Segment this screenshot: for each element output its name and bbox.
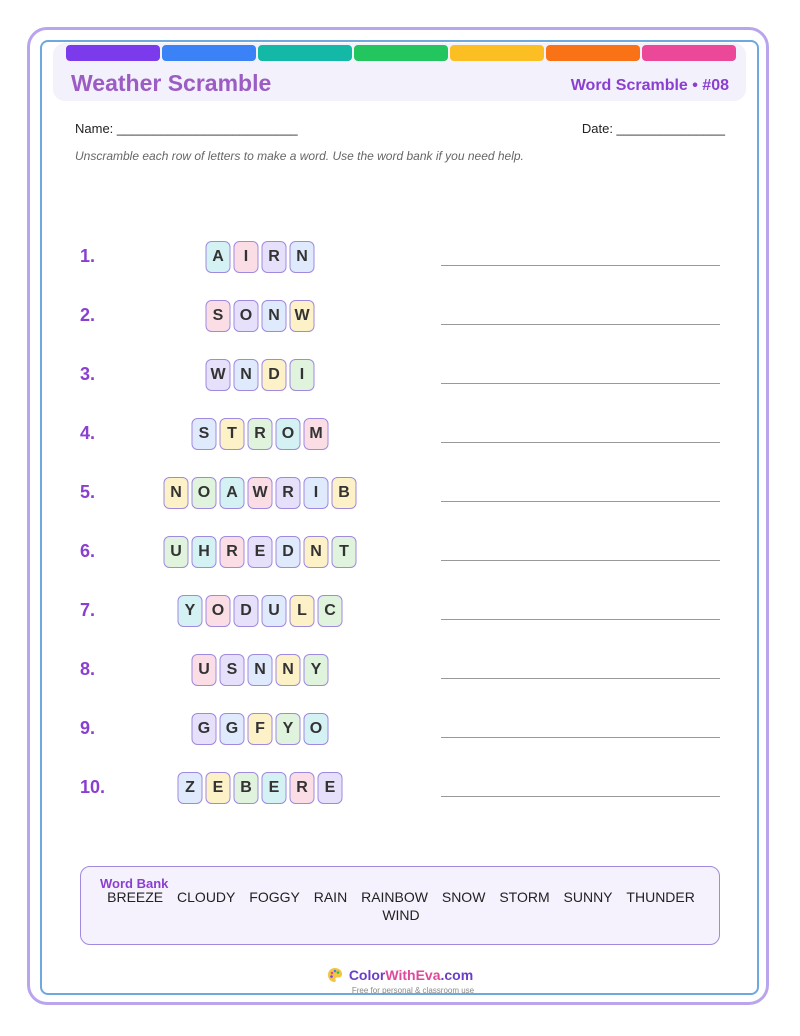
row-number: 7. (80, 600, 96, 620)
color-stripe (546, 45, 640, 61)
letter-tile: D (234, 595, 259, 627)
letter-tile: S (206, 300, 231, 332)
letter-tiles (164, 477, 357, 509)
letter-tile: B (234, 772, 259, 804)
word-bank-word: SNOW (441, 889, 486, 905)
letter-tile: U (164, 536, 189, 568)
letter-tile: C (318, 595, 343, 627)
scramble-row (0, 415, 800, 455)
letter-tile: R (220, 536, 245, 568)
footer (0, 967, 800, 995)
letter-tile: E (248, 536, 273, 568)
answer-line[interactable] (441, 442, 720, 443)
word-bank-word: BREEZE (107, 889, 164, 905)
letter-tile: O (276, 418, 301, 450)
letter-tile: N (304, 536, 329, 568)
letter-tile: T (332, 536, 357, 568)
instructions: Unscramble each row of letters to make a word. Use the word bank if you need help. (75, 149, 524, 163)
letter-tile: N (234, 359, 259, 391)
color-stripe (354, 45, 448, 61)
scramble-row (0, 710, 800, 750)
letter-tile: T (220, 418, 245, 450)
letter-tile: B (332, 477, 357, 509)
letter-tile: Y (178, 595, 203, 627)
row-number: 9. (80, 718, 96, 738)
row-number: 10. (80, 777, 106, 797)
letter-tile: S (220, 654, 245, 686)
answer-line[interactable] (441, 265, 720, 266)
scramble-row (0, 297, 800, 337)
letter-tiles (192, 713, 329, 745)
letter-tile: N (248, 654, 273, 686)
word-bank-word: FOGGY (249, 889, 300, 905)
letter-tile: R (262, 241, 287, 273)
row-number: 3. (80, 364, 96, 384)
letter-tile: Y (304, 654, 329, 686)
row-number: 1. (80, 246, 96, 266)
letter-tile: O (192, 477, 217, 509)
word-bank-word: WIND (382, 907, 420, 923)
row-number: 8. (80, 659, 96, 679)
letter-tiles (178, 595, 343, 627)
letter-tile: N (262, 300, 287, 332)
word-bank-word: CLOUDY (177, 889, 236, 905)
letter-tile: D (262, 359, 287, 391)
answer-line[interactable] (441, 324, 720, 325)
color-stripe (450, 45, 544, 61)
row-number: 5. (80, 482, 96, 502)
word-bank-word: STORM (499, 889, 550, 905)
color-stripe (258, 45, 352, 61)
scramble-row (0, 356, 800, 396)
page-subtitle: Word Scramble • #08 (570, 77, 729, 94)
scramble-row (0, 533, 800, 573)
letter-tile: W (290, 300, 315, 332)
row-number: 2. (80, 305, 96, 325)
letter-tile: O (304, 713, 329, 745)
answer-line[interactable] (441, 619, 720, 620)
word-bank-title: Word Bank (100, 876, 169, 891)
word-bank-words (101, 888, 701, 924)
letter-tile: E (262, 772, 287, 804)
letter-tile: Z (178, 772, 203, 804)
letter-tile: A (220, 477, 245, 509)
letter-tiles (192, 418, 329, 450)
answer-line[interactable] (441, 796, 720, 797)
letter-tile: S (192, 418, 217, 450)
word-bank-word: RAIN (313, 889, 348, 905)
letter-tile: N (290, 241, 315, 273)
letter-tile: R (248, 418, 273, 450)
word-bank (80, 866, 720, 945)
row-number: 6. (80, 541, 96, 561)
letter-tile: F (248, 713, 273, 745)
letter-tiles (192, 654, 329, 686)
letter-tile: U (262, 595, 287, 627)
letter-tile: E (206, 772, 231, 804)
word-bank-word: RAINBOW (361, 889, 428, 905)
letter-tiles (178, 772, 343, 804)
color-stripe (162, 45, 256, 61)
letter-tile: O (206, 595, 231, 627)
palette-icon (327, 967, 343, 983)
letter-tile: E (318, 772, 343, 804)
scramble-row (0, 651, 800, 691)
letter-tiles (206, 241, 315, 273)
row-number: 4. (80, 423, 96, 443)
letter-tiles (206, 300, 315, 332)
letter-tile: A (206, 241, 231, 273)
scramble-row (0, 769, 800, 809)
letter-tile: I (304, 477, 329, 509)
answer-line[interactable] (441, 383, 720, 384)
answer-line[interactable] (441, 737, 720, 738)
tagline: Free for personal & classroom use (351, 986, 475, 995)
scramble-row (0, 238, 800, 278)
word-bank-word: THUNDER (626, 889, 695, 905)
letter-tile: N (276, 654, 301, 686)
color-stripe (66, 45, 160, 61)
name-field: Name: _________________________ (75, 121, 298, 136)
letter-tile: G (220, 713, 245, 745)
letter-tile: O (234, 300, 259, 332)
inner-border (40, 40, 759, 995)
answer-line[interactable] (441, 678, 720, 679)
letter-tile: I (290, 359, 315, 391)
letter-tile: G (192, 713, 217, 745)
letter-tile: R (290, 772, 315, 804)
word-bank-word: SUNNY (563, 889, 613, 905)
letter-tiles (206, 359, 315, 391)
page-title: Weather Scramble (71, 70, 272, 96)
letter-tile: U (192, 654, 217, 686)
letter-tile: W (248, 477, 273, 509)
letter-tile: R (276, 477, 301, 509)
letter-tile: L (290, 595, 315, 627)
color-stripe (642, 45, 736, 61)
letter-tile: N (164, 477, 189, 509)
answer-line[interactable] (441, 501, 720, 502)
letter-tile: W (206, 359, 231, 391)
scramble-row (0, 592, 800, 632)
brand-name[interactable]: ColorWithEva.com (348, 967, 474, 983)
scramble-row (0, 474, 800, 514)
letter-tile: I (234, 241, 259, 273)
letter-tile: Y (276, 713, 301, 745)
letter-tile: D (276, 536, 301, 568)
date-field: Date: _______________ (581, 121, 725, 136)
answer-line[interactable] (441, 560, 720, 561)
letter-tiles (164, 536, 357, 568)
color-stripes (66, 45, 736, 61)
letter-tile: M (304, 418, 329, 450)
letter-tile: H (192, 536, 217, 568)
